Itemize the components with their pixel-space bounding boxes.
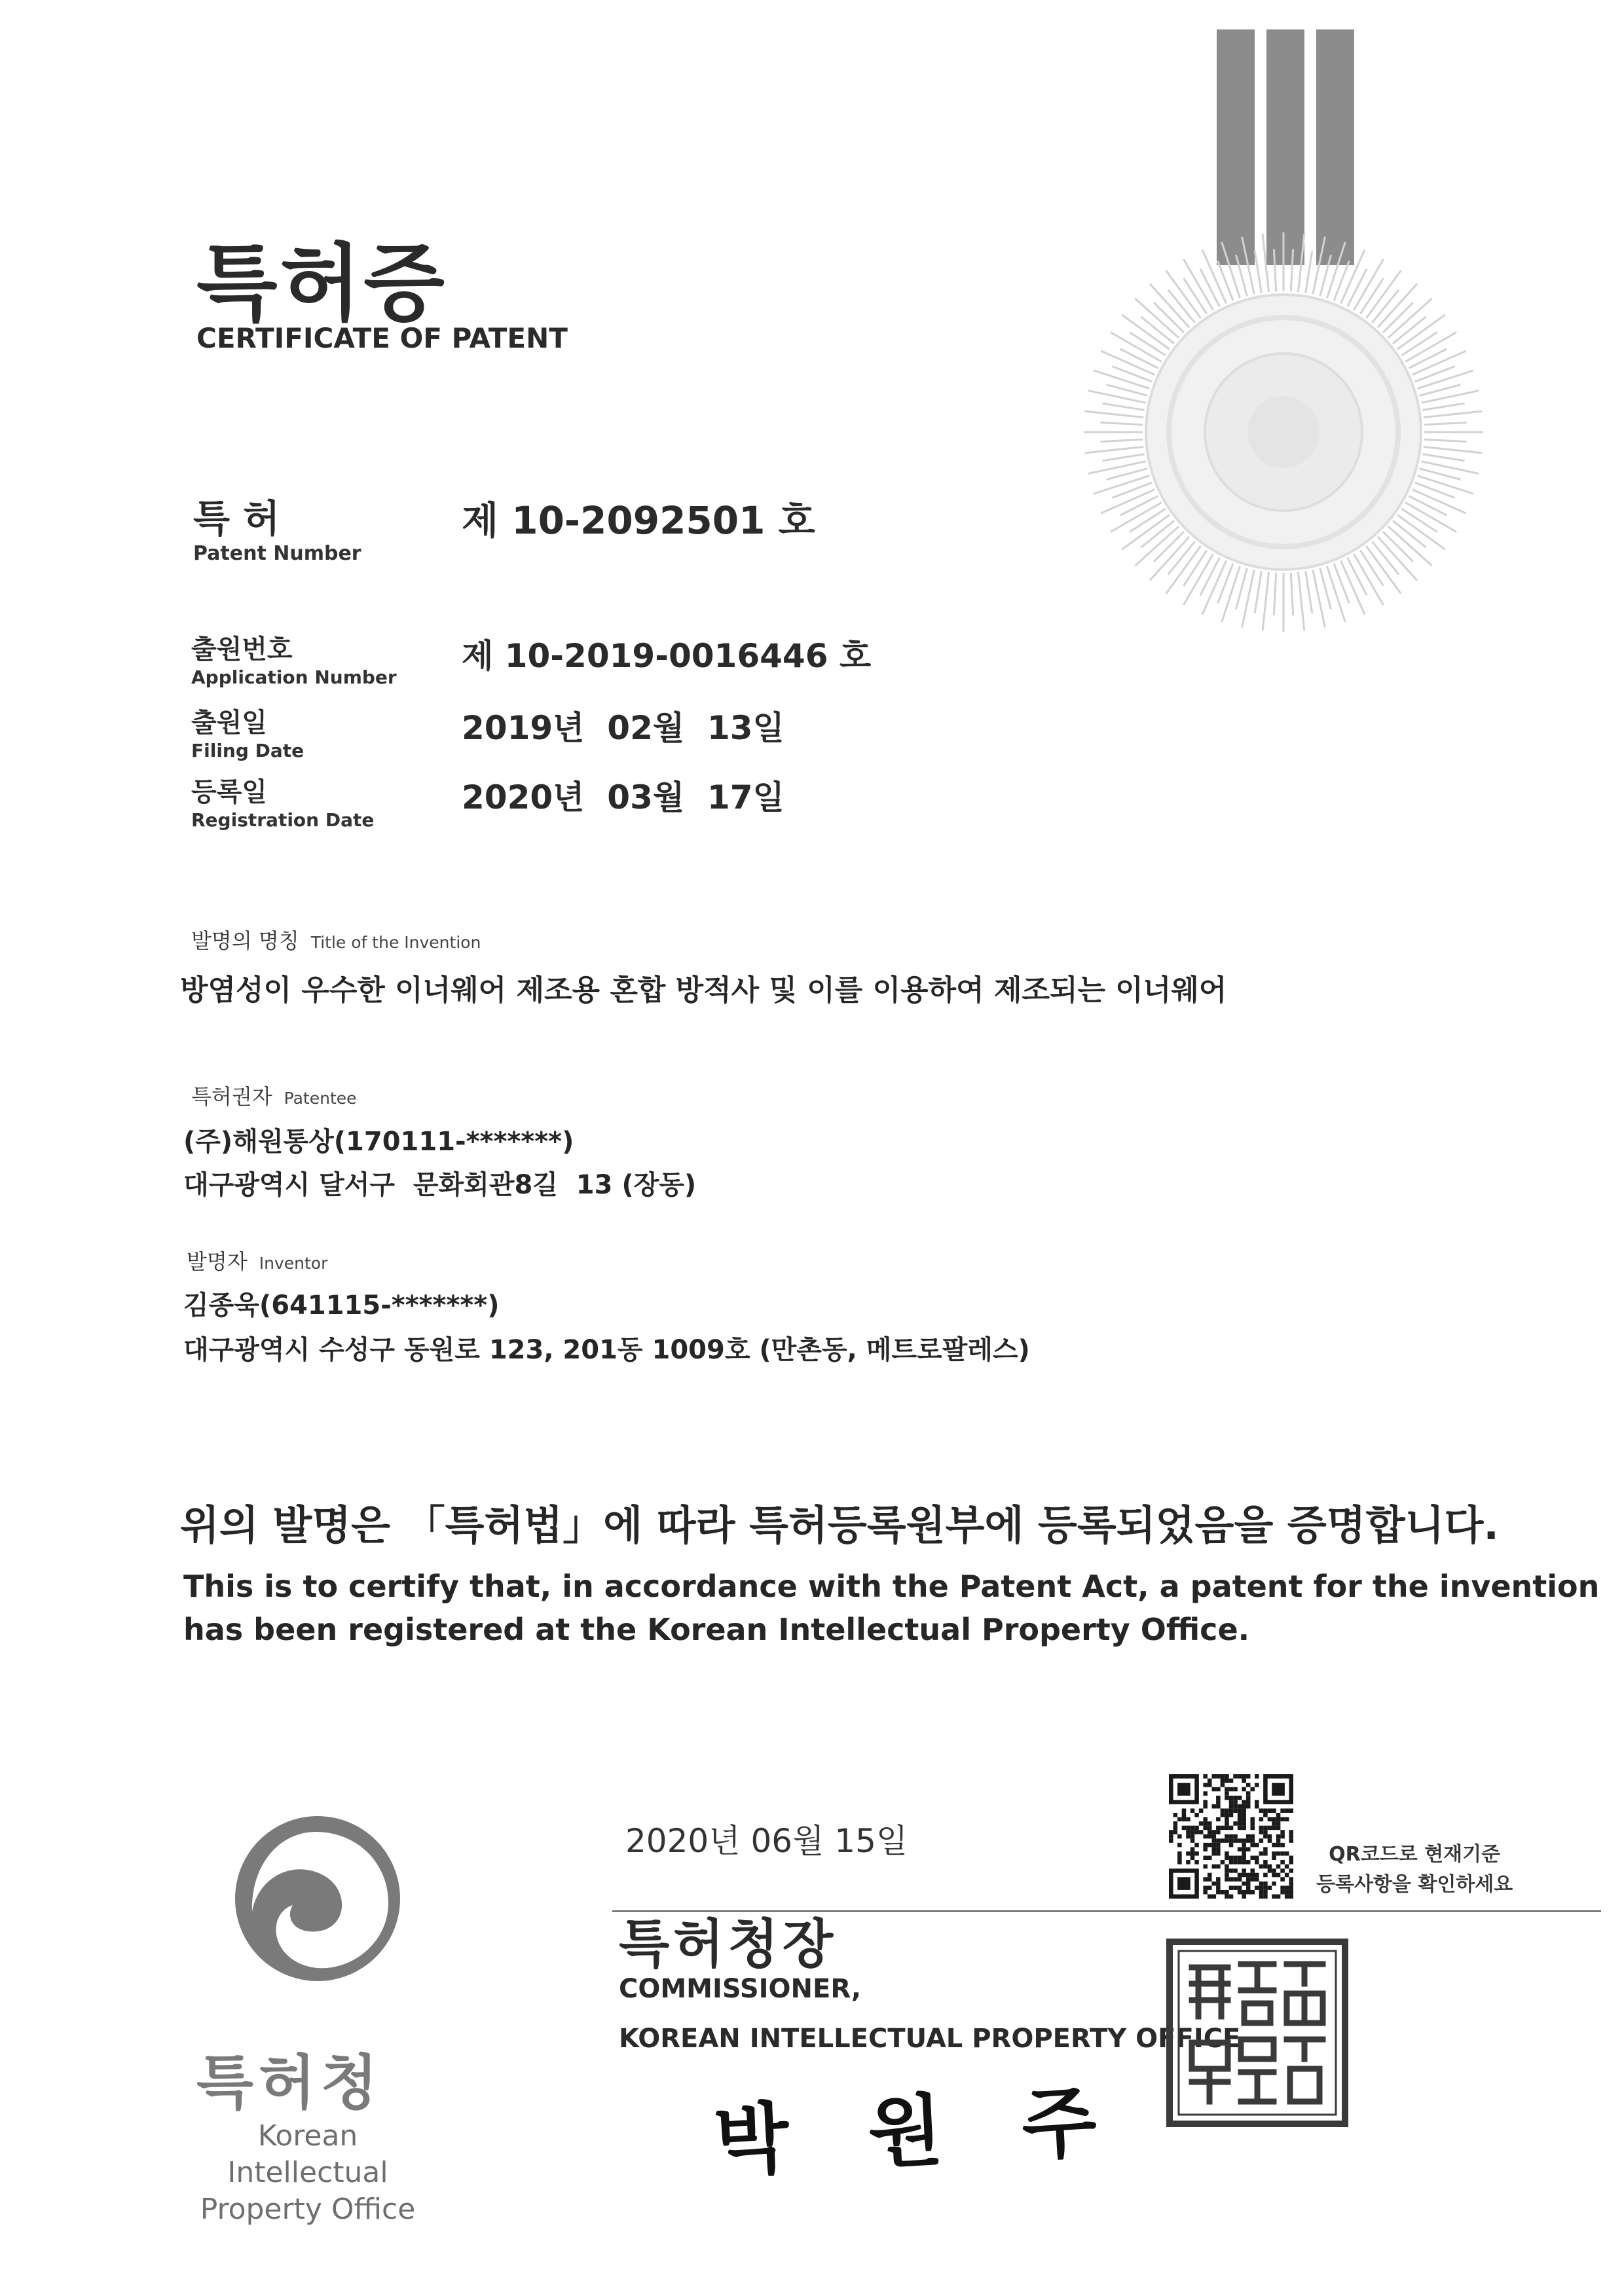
inventor-label-ko: 발명자 <box>187 1249 248 1274</box>
office-name-en-line1: Korean Intellectual <box>227 2119 388 2189</box>
patent-number-value: 제 10-2092501 호 <box>462 498 815 543</box>
application-number-label-en: Application Number <box>191 666 397 688</box>
embossed-seal-icon <box>1074 223 1493 642</box>
commissioner-title-ko: 특허청장 <box>619 1914 838 1975</box>
filing-date-label-ko: 출원일 <box>191 708 267 738</box>
invention-label-en: Title of the Invention <box>310 933 481 952</box>
certificate-title-en: CERTIFICATE OF PATENT <box>196 322 568 354</box>
qr-note <box>1316 1840 1513 1900</box>
patent-number-label-en: Patent Number <box>193 542 361 565</box>
registration-date-label-ko: 등록일 <box>191 777 267 807</box>
office-name-en-line2: Property Office <box>200 2193 416 2226</box>
declaration-en <box>183 1565 1599 1651</box>
declaration-ko: 위의 발명은 「특허법」에 따라 특허등록원부에 등록되었음을 증명합니다. <box>180 1501 1499 1549</box>
qr-code-icon[interactable] <box>1169 1774 1293 1899</box>
qr-note-line1: QR코드로 현재기준 <box>1329 1843 1501 1866</box>
office-name-ko: 특허청 <box>196 2049 383 2117</box>
patentee-label-ko: 특허권자 <box>191 1084 272 1109</box>
inventor-label <box>187 1245 327 1275</box>
inventor-address: 대구광역시 수성구 동원로 123, 201동 1009호 (만촌동, 메트로팔레스) <box>183 1335 1030 1365</box>
declaration-en-line2: has been registered at the Korean Intellectual Property Office. <box>183 1612 1250 1647</box>
patentee-label-en: Patentee <box>284 1089 357 1108</box>
patentee-label <box>191 1080 357 1110</box>
filing-date-label-en: Filing Date <box>191 740 304 761</box>
invention-label-ko: 발명의 명칭 <box>191 928 299 953</box>
qr-note-line2: 등록사항을 확인하세요 <box>1316 1873 1513 1896</box>
invention-label <box>191 924 481 955</box>
patent-number-label-ko: 특 허 <box>193 496 280 541</box>
patentee-name: (주)해원통상(170111-*******) <box>183 1127 574 1157</box>
commissioner-title-en-line2: KOREAN INTELLECTUAL PROPERTY OFFICE <box>619 2024 1241 2054</box>
application-number-label-ko: 출원번호 <box>191 634 293 665</box>
commissioner-title-en-line1: COMMISSIONER, <box>619 1974 862 2004</box>
official-stamp-icon <box>1166 1938 1349 2128</box>
inventor-name: 김종욱(641115-*******) <box>183 1290 500 1321</box>
inventor-label-en: Inventor <box>259 1254 328 1273</box>
certificate-title-ko: 특허증 <box>196 235 447 333</box>
registration-date-value: 2020년 03월 17일 <box>462 778 784 816</box>
filing-date-value: 2019년 02월 13일 <box>462 709 784 747</box>
registration-date-label-en: Registration Date <box>191 809 375 831</box>
commissioner-title-en <box>619 1964 1240 2064</box>
invention-title: 방염성이 우수한 이너웨어 제조용 혼합 방적사 및 이를 이용하여 제조되는 이너웨어 <box>180 974 1227 1007</box>
declaration-en-line1: This is to certify that, in accordance with the Patent Act, a patent for the invention <box>183 1569 1600 1604</box>
office-name-en <box>177 2118 439 2228</box>
patentee-address: 대구광역시 달서구 문화회관8길 13 (장동) <box>183 1170 697 1200</box>
application-number-value: 제 10-2019-0016446 호 <box>462 637 872 675</box>
commissioner-signature: 박 원 주 <box>712 2074 1125 2187</box>
issue-date: 2020년 06월 15일 <box>625 1822 908 1860</box>
kipo-logo-icon <box>232 1813 403 1984</box>
